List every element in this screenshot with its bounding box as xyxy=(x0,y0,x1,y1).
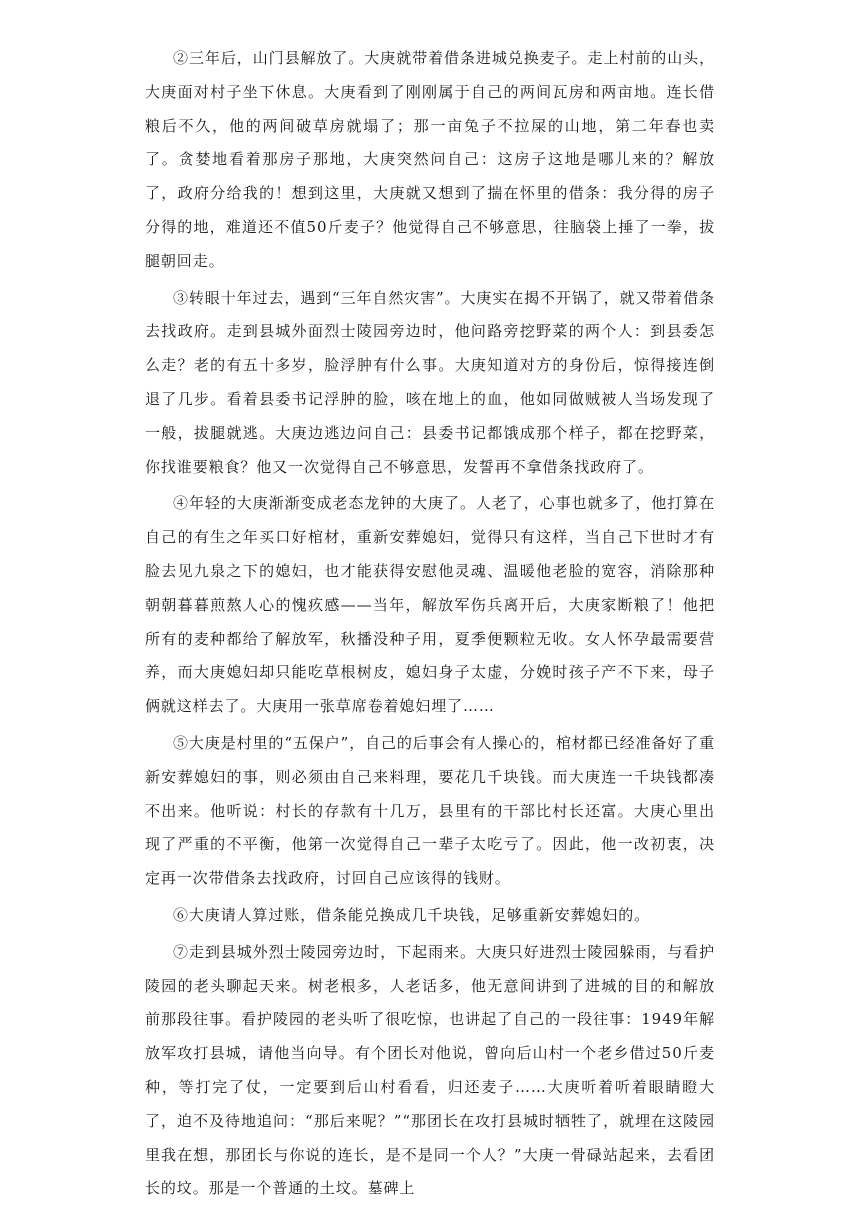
paragraph-2: ②三年后，山门县解放了。大庚就带着借条进城兑换麦子。走上村前的山头，大庚面对村子坐下休息。大庚看到了刚刚属于自己的两间瓦房和两亩地。连长借粮后不久，他的两间破草房就塌了；那一亩兔子不拉屎的山地，第二年春也卖了。贪婪地看着那房子那地，大庚突然问自己：这房子这地是哪儿来的？解放了，政府分给我的！想到这里，大庚就又想到了揣在怀里的借条：我分得的房子分得的地，难道还不值50斤麦子？他觉得自己不够意思，往脑袋上捶了一拳，拔腿朝回走。 xyxy=(145,49,715,270)
paragraph-4: ④年轻的大庚渐渐变成老态龙钟的大庚了。人老了，心事也就多了，他打算在自己的有生之年买口好棺材，重新安葬媳妇，觉得只有这样，当自己下世时才有脸去见九泉之下的媳妇，也才能获得安慰他灵魂、温暖他老脸的宽容，消除那种朝朝暮暮煎熬人心的愧疚感——当年，解放军伤兵离开后，大庚家断粮了！他把所有的麦种都给了解放军，秋播没种子用，夏季便颗粒无收。女人怀孕最需要营养，而大庚媳妇却只能吃草根树皮，媳妇身子太虚，分娩时孩子产不下来，母子俩就这样去了。大庚用一张草席卷着媳妇埋了…… xyxy=(145,494,715,716)
paragraph-3: ③转眼十年过去，遇到“三年自然灾害”。大庚实在揭不开锅了，就又带着借条去找政府。走到县城外面烈士陵园旁边时，他问路旁挖野菜的两个人：到县委怎么走？老的有五十多岁，脸浮肿有什么事。大庚知道对方的身份后，惊得接连倒退了几步。看着县委书记浮肿的脸，咳在地上的血，他如同做贼被人当场发现了一般，拔腿就逃。大庚边逃边问自己：县委书记都饿成那个样子，都在挖野菜，你找谁要粮食？他又一次觉得自己不够意思，发誓再不拿借条找政府了。 xyxy=(145,288,715,476)
paragraph-6: ⑥大庚请人算过账，借条能兑换成几千块钱，足够重新安葬媳妇的。 xyxy=(173,905,651,924)
paragraph-7: ⑦走到县城外烈士陵园旁边时，下起雨来。大庚只好进烈士陵园躲雨，与看护陵园的老头聊起天来。树老根多，人老话多，他无意间讲到了进城的目的和解放前那段往事。看护陵园的老头听了很吃惊，也讲起了自己的一段往事：1949年解放军攻打县城，请他当向导。有个团长对他说，曾向后山村一个老乡借过50斤麦种，等打完了仗，一定要到后山村看看，归还麦子……大庚听着听着眼睛瞪大了，迫不及待地追问：“那后来呢？”“那团长在攻打县城时牺牲了，就埋在这陵园里我在想，那团长与你说的连长，是不是同一个人？”大庚一骨碌站起来，去看团长的坟。那是一个普通的土坟。墓碑上 xyxy=(145,942,715,1198)
paragraph-5: ⑤大庚是村里的“五保户”，自己的后事会有人操心的，棺材都已经准备好了重新安葬媳妇的事，则必须由自己来料理，要花几千块钱。而大庚连一千块钱都凑不出来。他听说：村长的存款有十几万，县里有的干部比村长还富。大庚心里出现了严重的不平衡，他第一次觉得自己一辈子太吃亏了。因此，他一改初衷，决定再一次带借条去找政府，讨回自己应该得的钱财。 xyxy=(145,733,715,888)
article-body xyxy=(145,42,715,1209)
